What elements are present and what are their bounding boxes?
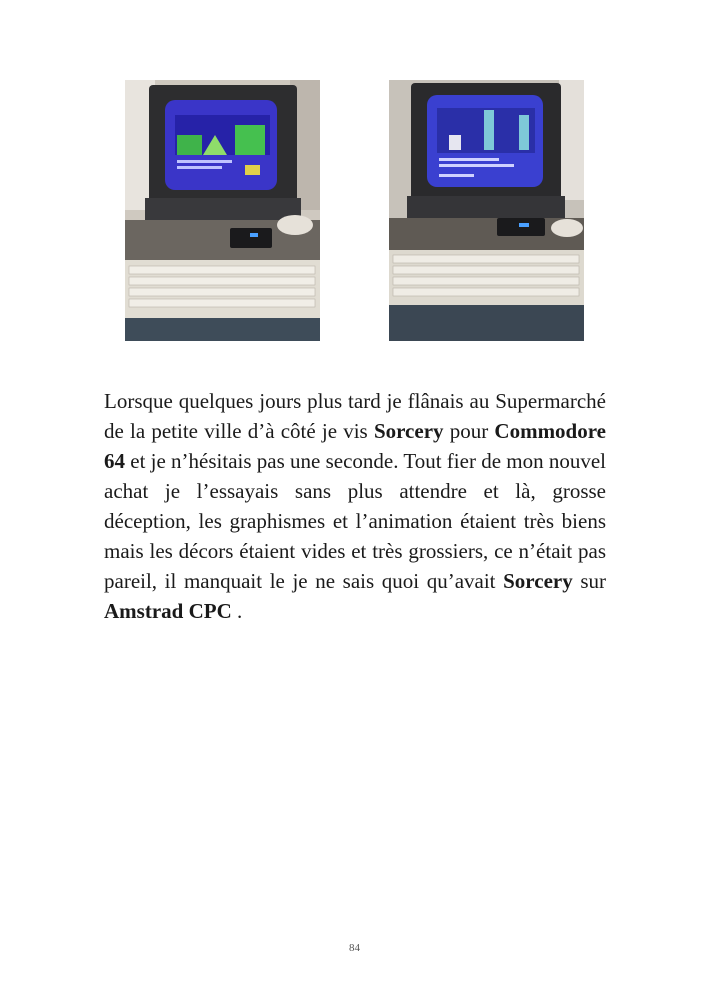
paragraph-text: et je n’hésitais pas une seconde. Tout fier de mon nouvel achat je l’essayais sans plus attendre et là, grosse déception, les graphismes et l’animation étaient très biens mais les décors étaient vides et très grossiers, ce n’était pas pareil, il manquait le je ne sais quoi qu’avait (104, 449, 607, 593)
commodore-64-monitor-photo (125, 80, 320, 341)
page-number: 84 (349, 942, 360, 954)
computer-commodore-64: Commodore 64 (104, 419, 606, 473)
amstrad-cpc-monitor-photo (389, 80, 584, 341)
computer-amstrad-cpc: Amstrad CPC (104, 599, 232, 623)
game-title-sorcery: Sorcery (373, 419, 444, 443)
paragraph-text: pour (443, 419, 495, 443)
paragraph-text: sur (572, 569, 606, 593)
paragraph-text: . (231, 599, 243, 623)
paragraph-text: Lorsque quelques jours plus tard je flânais au Supermarché de la petite ville d’à côté je vis (104, 389, 606, 443)
body-paragraph (104, 386, 606, 626)
game-title-sorcery: Sorcery (503, 569, 573, 593)
